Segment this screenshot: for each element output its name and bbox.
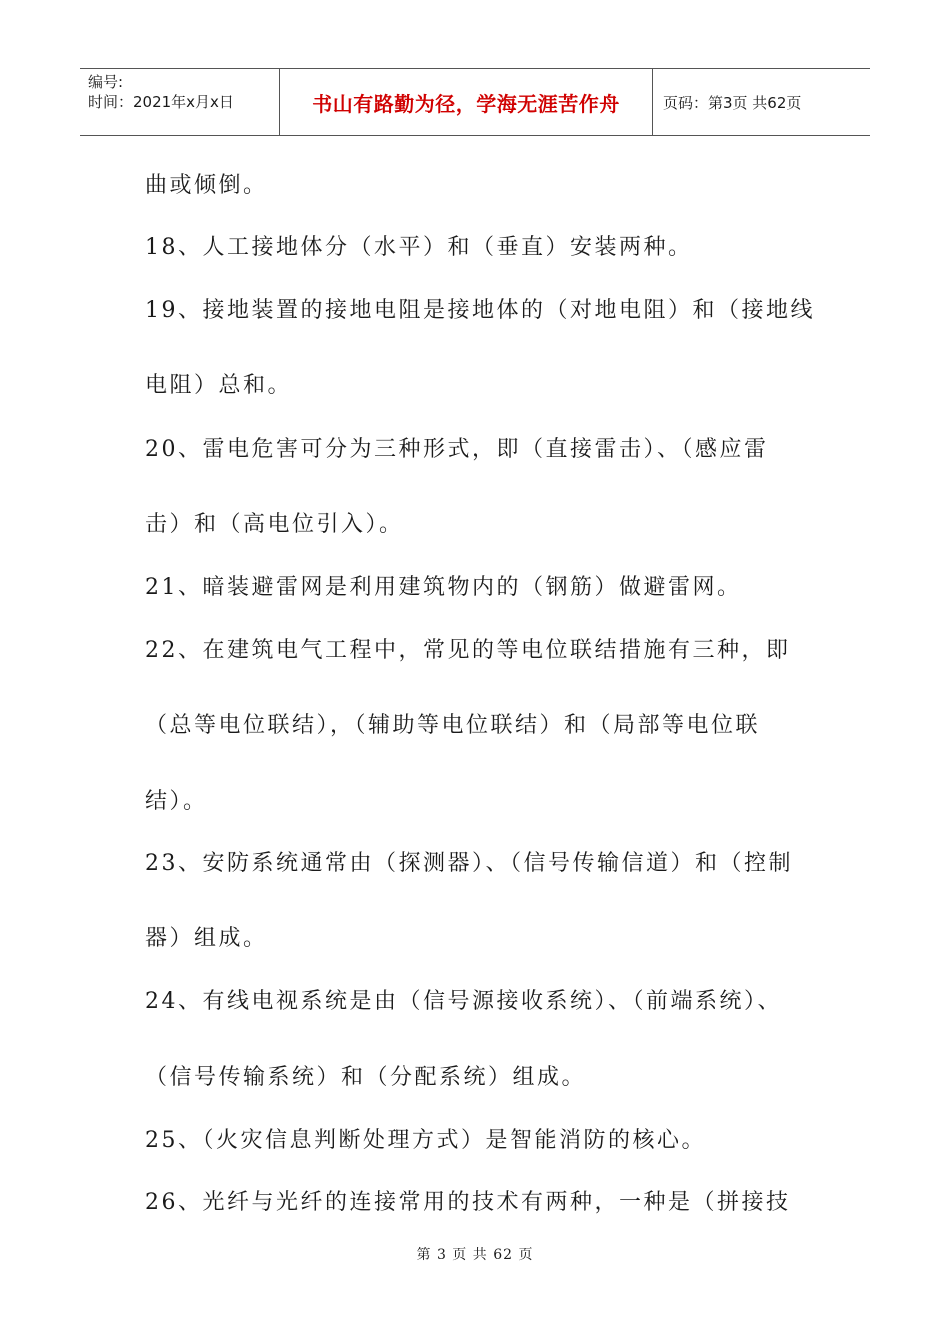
- text-line: 曲或倾倒。: [145, 173, 268, 198]
- text-line: 24、有线电视系统是由（信号源接收系统）、（前端系统）、: [145, 989, 782, 1014]
- text-line: （信号传输系统）和（分配系统）组成。: [145, 1065, 587, 1090]
- text-line: 结）。: [145, 789, 208, 814]
- text-line: 21、暗装避雷网是利用建筑物内的（钢筋）做避雷网。: [145, 575, 742, 600]
- page-header: [80, 68, 870, 136]
- text-line: 22、在建筑电气工程中，常见的等电位联结措施有三种，即: [145, 638, 791, 663]
- text-line: 26、光纤与光纤的连接常用的技术有两种，一种是（拼接技: [145, 1190, 791, 1215]
- document-number-label: 编号:: [88, 73, 124, 91]
- text-line: 电阻）总和。: [145, 373, 293, 398]
- header-meta: [80, 69, 280, 135]
- text-line: （总等电位联结），（辅助等电位联结）和（局部等电位联: [145, 713, 761, 738]
- header-page-info: 页码：第3页 共62页: [663, 93, 802, 112]
- document-time-label: 时间：2021年x月x日: [88, 93, 234, 111]
- text-line: 23、安防系统通常由（探测器）、（信号传输信道）和（控制: [145, 851, 793, 876]
- text-line: 25、（火灾信息判断处理方式）是智能消防的核心。: [145, 1128, 706, 1153]
- header-motto: 书山有路勤为径，学海无涯苦作舟: [312, 91, 620, 116]
- text-line: 击）和（高电位引入）。: [145, 512, 404, 537]
- text-line: 20、雷电危害可分为三种形式，即（直接雷击）、（感应雷: [145, 437, 769, 462]
- text-line: 18、人工接地体分（水平）和（垂直）安装两种。: [145, 235, 693, 260]
- text-line: 器）组成。: [145, 926, 268, 951]
- header-motto-cell: [280, 69, 653, 135]
- text-line: 19、接地装置的接地电阻是接地体的（对地电阻）和（接地线: [145, 298, 815, 323]
- page-footer: 第 3 页 共 62 页: [416, 1247, 534, 1263]
